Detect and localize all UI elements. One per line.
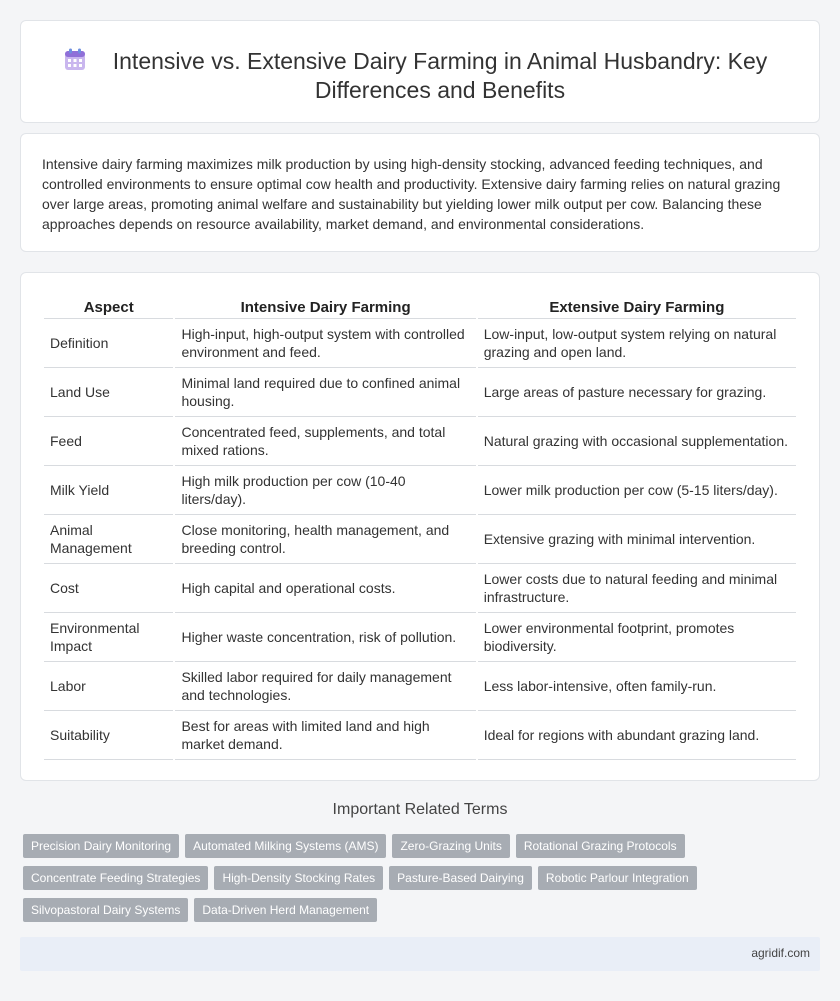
column-header-intensive: Intensive Dairy Farming xyxy=(175,295,475,319)
intensive-cell: High capital and operational costs. xyxy=(175,564,475,613)
extensive-cell: Low-input, low-output system relying on natural grazing and open land. xyxy=(478,319,796,368)
related-term-tag[interactable]: Pasture-Based Dairying xyxy=(389,866,532,890)
related-term-tag[interactable]: Concentrate Feeding Strategies xyxy=(23,866,208,890)
table-row xyxy=(44,319,796,368)
related-term-tag[interactable]: Silvopastoral Dairy Systems xyxy=(23,898,188,922)
intro-card xyxy=(20,133,820,252)
table-row xyxy=(44,515,796,564)
aspect-cell: Definition xyxy=(44,319,173,368)
related-term-tag[interactable]: Precision Dairy Monitoring xyxy=(23,834,179,858)
intensive-cell: Best for areas with limited land and high market demand. xyxy=(175,711,475,760)
extensive-cell: Less labor-intensive, often family-run. xyxy=(478,662,796,711)
extensive-cell: Extensive grazing with minimal intervention. xyxy=(478,515,796,564)
intro-paragraph: Intensive dairy farming maximizes milk production by using high-density stocking, advanced feeding techniques, and controlled environments to ensure optimal cow health and productivity. Extensive dairy farming relies on natural grazing over large areas, promoting animal welfare and sustainability but yielding lower milk output per cow. Balancing these approaches depends on resource availability, market demand, and environmental considerations. xyxy=(42,156,781,232)
intensive-cell: Minimal land required due to confined animal housing. xyxy=(175,368,475,417)
comparison-table xyxy=(42,295,798,760)
extensive-cell: Ideal for regions with abundant grazing land. xyxy=(478,711,796,760)
related-terms-heading: Important Related Terms xyxy=(332,801,508,818)
aspect-cell: Labor xyxy=(44,662,173,711)
table-row xyxy=(44,466,796,515)
related-term-tag[interactable]: Rotational Grazing Protocols xyxy=(516,834,685,858)
aspect-cell: Suitability xyxy=(44,711,173,760)
related-term-tag[interactable]: High-Density Stocking Rates xyxy=(214,866,383,890)
aspect-cell: Cost xyxy=(44,564,173,613)
footer-bar xyxy=(20,937,820,971)
related-terms-list xyxy=(23,834,723,930)
aspect-cell: Feed xyxy=(44,417,173,466)
page-title: Intensive vs. Extensive Dairy Farming in Animal Husbandry: Key Differences and Benefits xyxy=(112,48,768,103)
intensive-cell: Higher waste concentration, risk of pollution. xyxy=(175,613,475,662)
column-header-aspect: Aspect xyxy=(44,295,173,319)
table-row xyxy=(44,711,796,760)
intensive-cell: High milk production per cow (10-40 liters/day). xyxy=(175,466,475,515)
table-row xyxy=(44,368,796,417)
extensive-cell: Lower environmental footprint, promotes biodiversity. xyxy=(478,613,796,662)
extensive-cell: Natural grazing with occasional supplementation. xyxy=(478,417,796,466)
table-row xyxy=(44,662,796,711)
extensive-cell: Lower costs due to natural feeding and minimal infrastructure. xyxy=(478,564,796,613)
aspect-cell: Animal Management xyxy=(44,515,173,564)
extensive-cell: Lower milk production per cow (5-15 liters/day). xyxy=(478,466,796,515)
related-term-tag[interactable]: Zero-Grazing Units xyxy=(392,834,509,858)
related-term-tag[interactable]: Data-Driven Herd Management xyxy=(194,898,377,922)
table-header-row xyxy=(44,295,796,319)
intensive-cell: Close monitoring, health management, and breeding control. xyxy=(175,515,475,564)
table-row xyxy=(44,613,796,662)
aspect-cell: Environmental Impact xyxy=(44,613,173,662)
extensive-cell: Large areas of pasture necessary for grazing. xyxy=(478,368,796,417)
intensive-cell: Concentrated feed, supplements, and total mixed rations. xyxy=(175,417,475,466)
table-row xyxy=(44,564,796,613)
related-term-tag[interactable]: Automated Milking Systems (AMS) xyxy=(185,834,386,858)
aspect-cell: Milk Yield xyxy=(44,466,173,515)
aspect-cell: Land Use xyxy=(44,368,173,417)
intensive-cell: High-input, high-output system with controlled environment and feed. xyxy=(175,319,475,368)
intensive-cell: Skilled labor required for daily management and technologies. xyxy=(175,662,475,711)
title-card xyxy=(20,20,820,123)
comparison-card xyxy=(20,272,820,781)
table-row xyxy=(44,417,796,466)
related-term-tag[interactable]: Robotic Parlour Integration xyxy=(538,866,697,890)
column-header-extensive: Extensive Dairy Farming xyxy=(478,295,796,319)
footer-site-link[interactable]: agridif.com xyxy=(751,946,810,960)
